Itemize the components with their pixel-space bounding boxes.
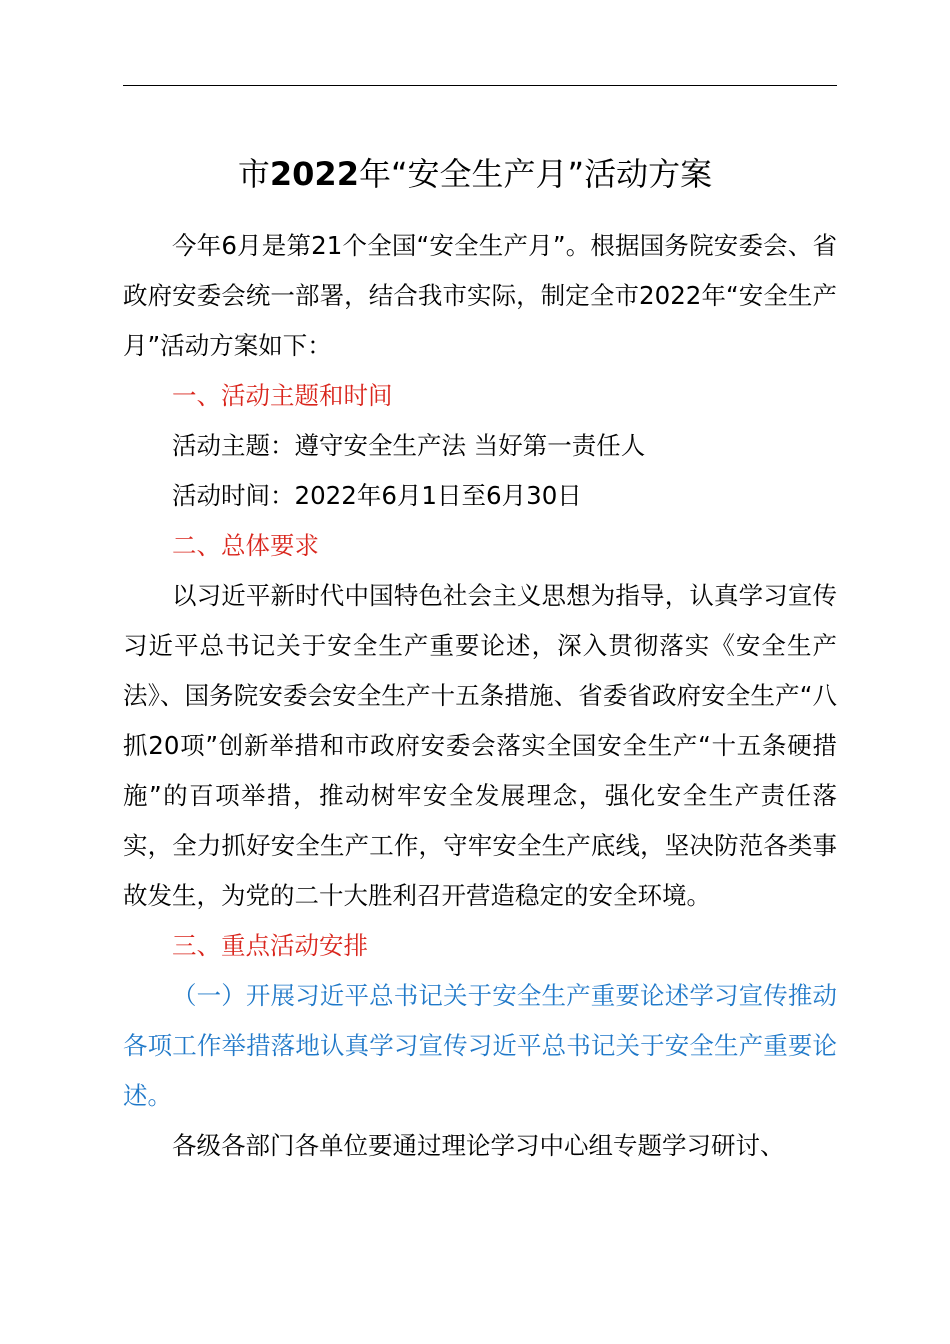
activity-time: 活动时间：2022年6月1日至6月30日: [172, 481, 582, 510]
section-1-heading: 一、活动主题和时间: [172, 381, 393, 410]
document-title: [0, 148, 950, 200]
title-prefix: 市: [237, 155, 270, 193]
subsection-1-paragraph: 各级各部门各单位要通过理论学习中心组专题学习研讨、: [172, 1131, 785, 1160]
section-2-paragraph: 以习近平新时代中国特色社会主义思想为指导，认真学习宣传习近平总书记关于安全生产重要论述，深入贯彻落实《安全生产法》、国务院安委会安全生产十五条措施、省委省政府安全生产“八抓20项”创新举措和市政府安委会落实全国安全生产“十五条硬措施”的百项举措，推动树牢安全发展理念，强化安全生产责任落实，全力抓好安全生产工作，守牢安全生产底线，坚决防范各类事故发生，为党的二十大胜利召开营造稳定的安全环境。: [123, 581, 837, 910]
activity-theme: 活动主题：遵守安全生产法 当好第一责任人: [172, 431, 646, 460]
title-suffix: 年“安全生产月”活动方案: [358, 155, 713, 193]
section-2-heading: 二、总体要求: [172, 531, 319, 560]
section-3-heading: 三、重点活动安排: [172, 931, 368, 960]
subsection-1-heading: （一）开展习近平总书记关于安全生产重要论述学习宣传推动各项工作举措落地认真学习宣传习近平总书记关于安全生产重要论述。: [123, 981, 837, 1110]
header-rule: [123, 85, 837, 86]
document-body: [123, 221, 837, 1171]
intro-paragraph: 今年6月是第21个全国“安全生产月”。根据国务院安委会、省政府安委会统一部署，结合我市实际，制定全市2022年“安全生产月”活动方案如下：: [123, 231, 837, 360]
title-year: 2022: [269, 155, 359, 193]
